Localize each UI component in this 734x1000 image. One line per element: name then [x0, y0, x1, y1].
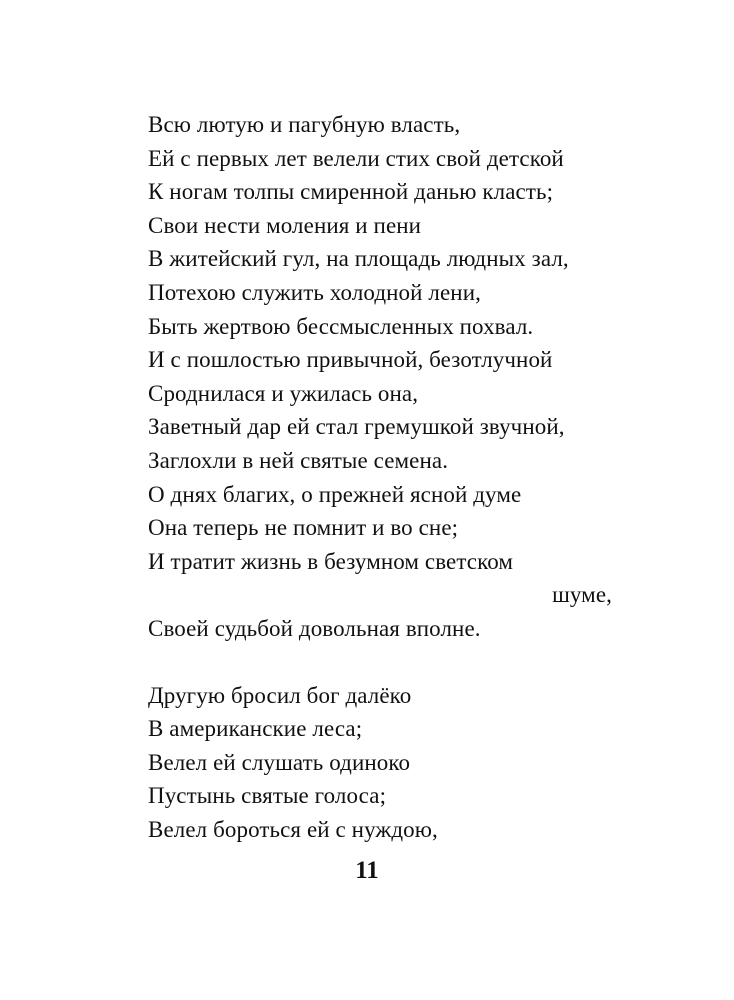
poem-line: В американские леса; [148, 716, 363, 742]
poem-line: Другую бросил бог далёко [148, 682, 412, 708]
stanza-1 [148, 108, 628, 646]
poem-line: Ей с первых лет велели стих свой детской [148, 145, 564, 171]
poem-line: Она теперь не помнит и во сне; [148, 515, 459, 541]
poem-line: Пустынь святые голоса; [148, 783, 387, 809]
stanza-2 [148, 679, 628, 847]
poem-line: О днях благих, о прежней ясной думе [148, 481, 522, 507]
poem-line: Своей судьбой довольная вполне. [148, 615, 481, 641]
poem-line: Заглохли в ней святые семена. [148, 447, 449, 473]
poem-text [148, 108, 628, 846]
page-number: 11 [355, 857, 379, 884]
poem-line: Заветный дар ей стал гремушкой звучной, [148, 414, 565, 440]
poem-line: Потехою служить холодной лени, [148, 279, 481, 305]
poem-line: К ногам толпы смиренной данью класть; [148, 179, 554, 205]
poem-line-carryover: шуме, [552, 582, 612, 608]
poem-line: Велел ей слушать одиноко [148, 749, 411, 775]
poem-line: Свои нести моления и пени [148, 212, 422, 238]
poem-line: И тратит жизнь в безумном светском [148, 548, 514, 574]
poem-line: Всю лютую и пагубную власть, [148, 112, 461, 137]
poem-line: И с пошлостью привычной, безотлучной [148, 347, 553, 373]
poem-line: Быть жертвою бессмысленных похвал. [148, 313, 534, 339]
poem-line: Сроднилася и ужилась она, [148, 380, 419, 406]
poem-line: Велел бороться ей с нуждою, [148, 816, 438, 842]
poem-line: В житейский гул, на площадь людных зал, [148, 246, 569, 272]
